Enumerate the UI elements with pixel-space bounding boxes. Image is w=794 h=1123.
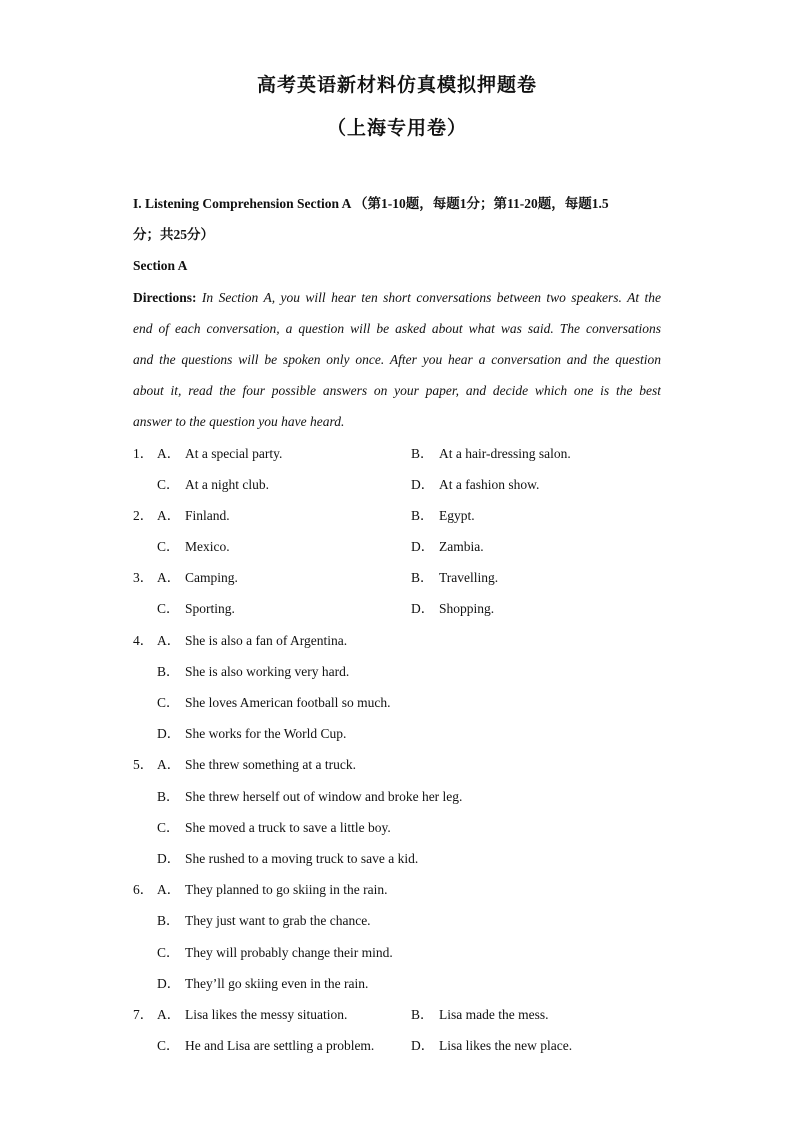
option-letter: D．: [411, 1038, 435, 1054]
option-text: Travelling.: [439, 570, 499, 586]
question-row: [133, 438, 661, 469]
answer-option: [157, 937, 393, 968]
question-number: 3．: [133, 570, 154, 586]
question-row: [133, 687, 661, 718]
option-text: She rushed to a moving truck to save a kid.: [185, 850, 419, 866]
question-row: [133, 500, 661, 531]
answer-option: [411, 531, 484, 562]
question-row: [133, 469, 661, 500]
directions-line: end of each conversation, a question will be asked about what was said. The conversations: [133, 320, 661, 336]
option-text: She moved a truck to save a little boy.: [185, 819, 391, 835]
option-letter: A．: [157, 507, 181, 523]
question-number: 4．: [133, 632, 154, 648]
option-letter: C．: [157, 695, 180, 710]
option-letter: A．: [157, 632, 181, 648]
question-number: 1．: [133, 445, 154, 461]
option-text: Finland.: [185, 507, 230, 523]
answer-option: [157, 438, 282, 469]
answer-option: [411, 438, 571, 469]
option-letter: D．: [411, 476, 435, 492]
option-text: Shopping.: [439, 601, 495, 617]
directions-line: and the questions will be spoken only once. After you hear a conversation and the question: [133, 351, 661, 367]
option-letter: B．: [157, 663, 180, 679]
option-letter: A．: [157, 882, 181, 898]
option-letter: B．: [411, 570, 434, 586]
option-text: She threw herself out of window and broke her leg.: [185, 788, 463, 804]
answer-option: [157, 968, 368, 999]
option-letter: D．: [411, 601, 435, 617]
option-text: They’ll go skiing even in the rain.: [185, 975, 369, 991]
option-text: She works for the World Cup.: [185, 726, 347, 742]
answer-option: [157, 874, 387, 905]
directions-label: Directions:: [133, 289, 197, 305]
answer-option: [157, 656, 349, 687]
answer-option: [157, 469, 269, 500]
question-row: [133, 781, 661, 812]
answer-option: [157, 531, 230, 562]
answer-option: [157, 749, 356, 780]
question-row: [133, 937, 661, 968]
option-letter: B．: [157, 913, 180, 929]
directions-text: In Section A, you will hear ten short conversations between two speakers. At the: [196, 289, 661, 305]
option-text: They just want to grab the chance.: [185, 913, 371, 929]
question-row: [133, 968, 661, 999]
answer-option: [157, 905, 371, 936]
option-letter: D．: [411, 539, 435, 555]
question-number: 6．: [133, 882, 154, 898]
answer-option: [157, 1030, 374, 1061]
answer-option: [411, 562, 498, 593]
answer-option: [411, 500, 475, 531]
option-letter: C．: [157, 476, 180, 492]
option-letter: B．: [411, 1006, 434, 1022]
option-text: Lisa made the mess.: [439, 1006, 549, 1022]
option-text: She is also a fan of Argentina.: [185, 632, 348, 648]
option-letter: C．: [157, 539, 180, 555]
question-row: [133, 1030, 661, 1061]
option-text: Egypt.: [439, 507, 475, 523]
answer-option: [411, 1030, 572, 1061]
answer-option: [411, 999, 548, 1030]
question-row: [133, 625, 661, 656]
option-text: They will probably change their mind.: [185, 944, 393, 960]
option-text: At a fashion show.: [439, 476, 540, 492]
option-letter: A．: [157, 1006, 181, 1022]
option-letter: A．: [157, 570, 181, 586]
answer-option: [157, 593, 235, 624]
option-letter: D．: [157, 726, 181, 742]
page-subtitle: （上海专用卷）: [326, 118, 467, 139]
option-letter: A．: [157, 757, 181, 773]
answer-option: [157, 843, 418, 874]
option-letter: B．: [411, 445, 434, 461]
option-text: She threw something at a truck.: [185, 757, 356, 773]
option-text: Zambia.: [439, 539, 484, 555]
question-row: [133, 718, 661, 749]
answer-option: [157, 562, 238, 593]
section-header-line2: 分；共25分）: [133, 227, 214, 243]
option-text: At a hair-dressing salon.: [439, 445, 571, 461]
answer-option: [157, 687, 390, 718]
option-letter: D．: [157, 975, 181, 991]
option-text: He and Lisa are settling a problem.: [185, 1038, 375, 1054]
option-letter: B．: [157, 788, 180, 804]
answer-option: [157, 781, 462, 812]
question-row: [133, 562, 661, 593]
option-text: Mexico.: [185, 539, 230, 555]
question-row: [133, 905, 661, 936]
question-row: [133, 749, 661, 780]
answer-option: [157, 500, 230, 531]
question-number: 5．: [133, 757, 154, 773]
question-row: [133, 812, 661, 843]
page-title: 高考英语新材料仿真模拟押题卷: [256, 75, 537, 96]
question-row: [133, 593, 661, 624]
section-header-line1: I. Listening Comprehension Section A （第1-10题，每题1分；第11-20题，每题1.5: [133, 196, 609, 211]
answer-option: [157, 999, 347, 1030]
question-row: [133, 999, 661, 1030]
option-text: They planned to go skiing in the rain.: [185, 882, 388, 898]
option-text: At a special party.: [185, 445, 283, 461]
option-letter: C．: [157, 819, 180, 835]
option-letter: B．: [411, 507, 434, 523]
directions-line: [133, 282, 661, 313]
question-number: 2．: [133, 507, 154, 523]
option-letter: C．: [157, 944, 180, 960]
answer-option: [157, 718, 346, 749]
question-row: [133, 843, 661, 874]
option-text: Sporting.: [185, 601, 235, 617]
answer-option: [157, 812, 391, 843]
answer-option: [157, 625, 347, 656]
question-list: [133, 438, 661, 1062]
answer-option: [411, 469, 539, 500]
option-text: Lisa likes the messy situation.: [185, 1006, 348, 1022]
question-row: [133, 531, 661, 562]
question-row: [133, 656, 661, 687]
section-a-heading: Section A: [133, 258, 188, 274]
directions-line: about it, read the four possible answers on your paper, and decide which one is the best: [133, 383, 661, 399]
option-letter: C．: [157, 601, 180, 617]
answer-option: [411, 593, 494, 624]
exam-content: [133, 188, 661, 1061]
option-text: She loves American football so much.: [185, 695, 391, 710]
question-row: [133, 874, 661, 905]
option-letter: C．: [157, 1038, 180, 1054]
question-number: 7．: [133, 1006, 154, 1022]
option-letter: A．: [157, 445, 181, 461]
option-letter: D．: [157, 850, 181, 866]
option-text: At a night club.: [185, 476, 269, 492]
option-text: She is also working very hard.: [185, 663, 350, 679]
directions-line: answer to the question you have heard.: [133, 414, 345, 430]
option-text: Camping.: [185, 570, 238, 586]
option-text: Lisa likes the new place.: [439, 1038, 573, 1054]
